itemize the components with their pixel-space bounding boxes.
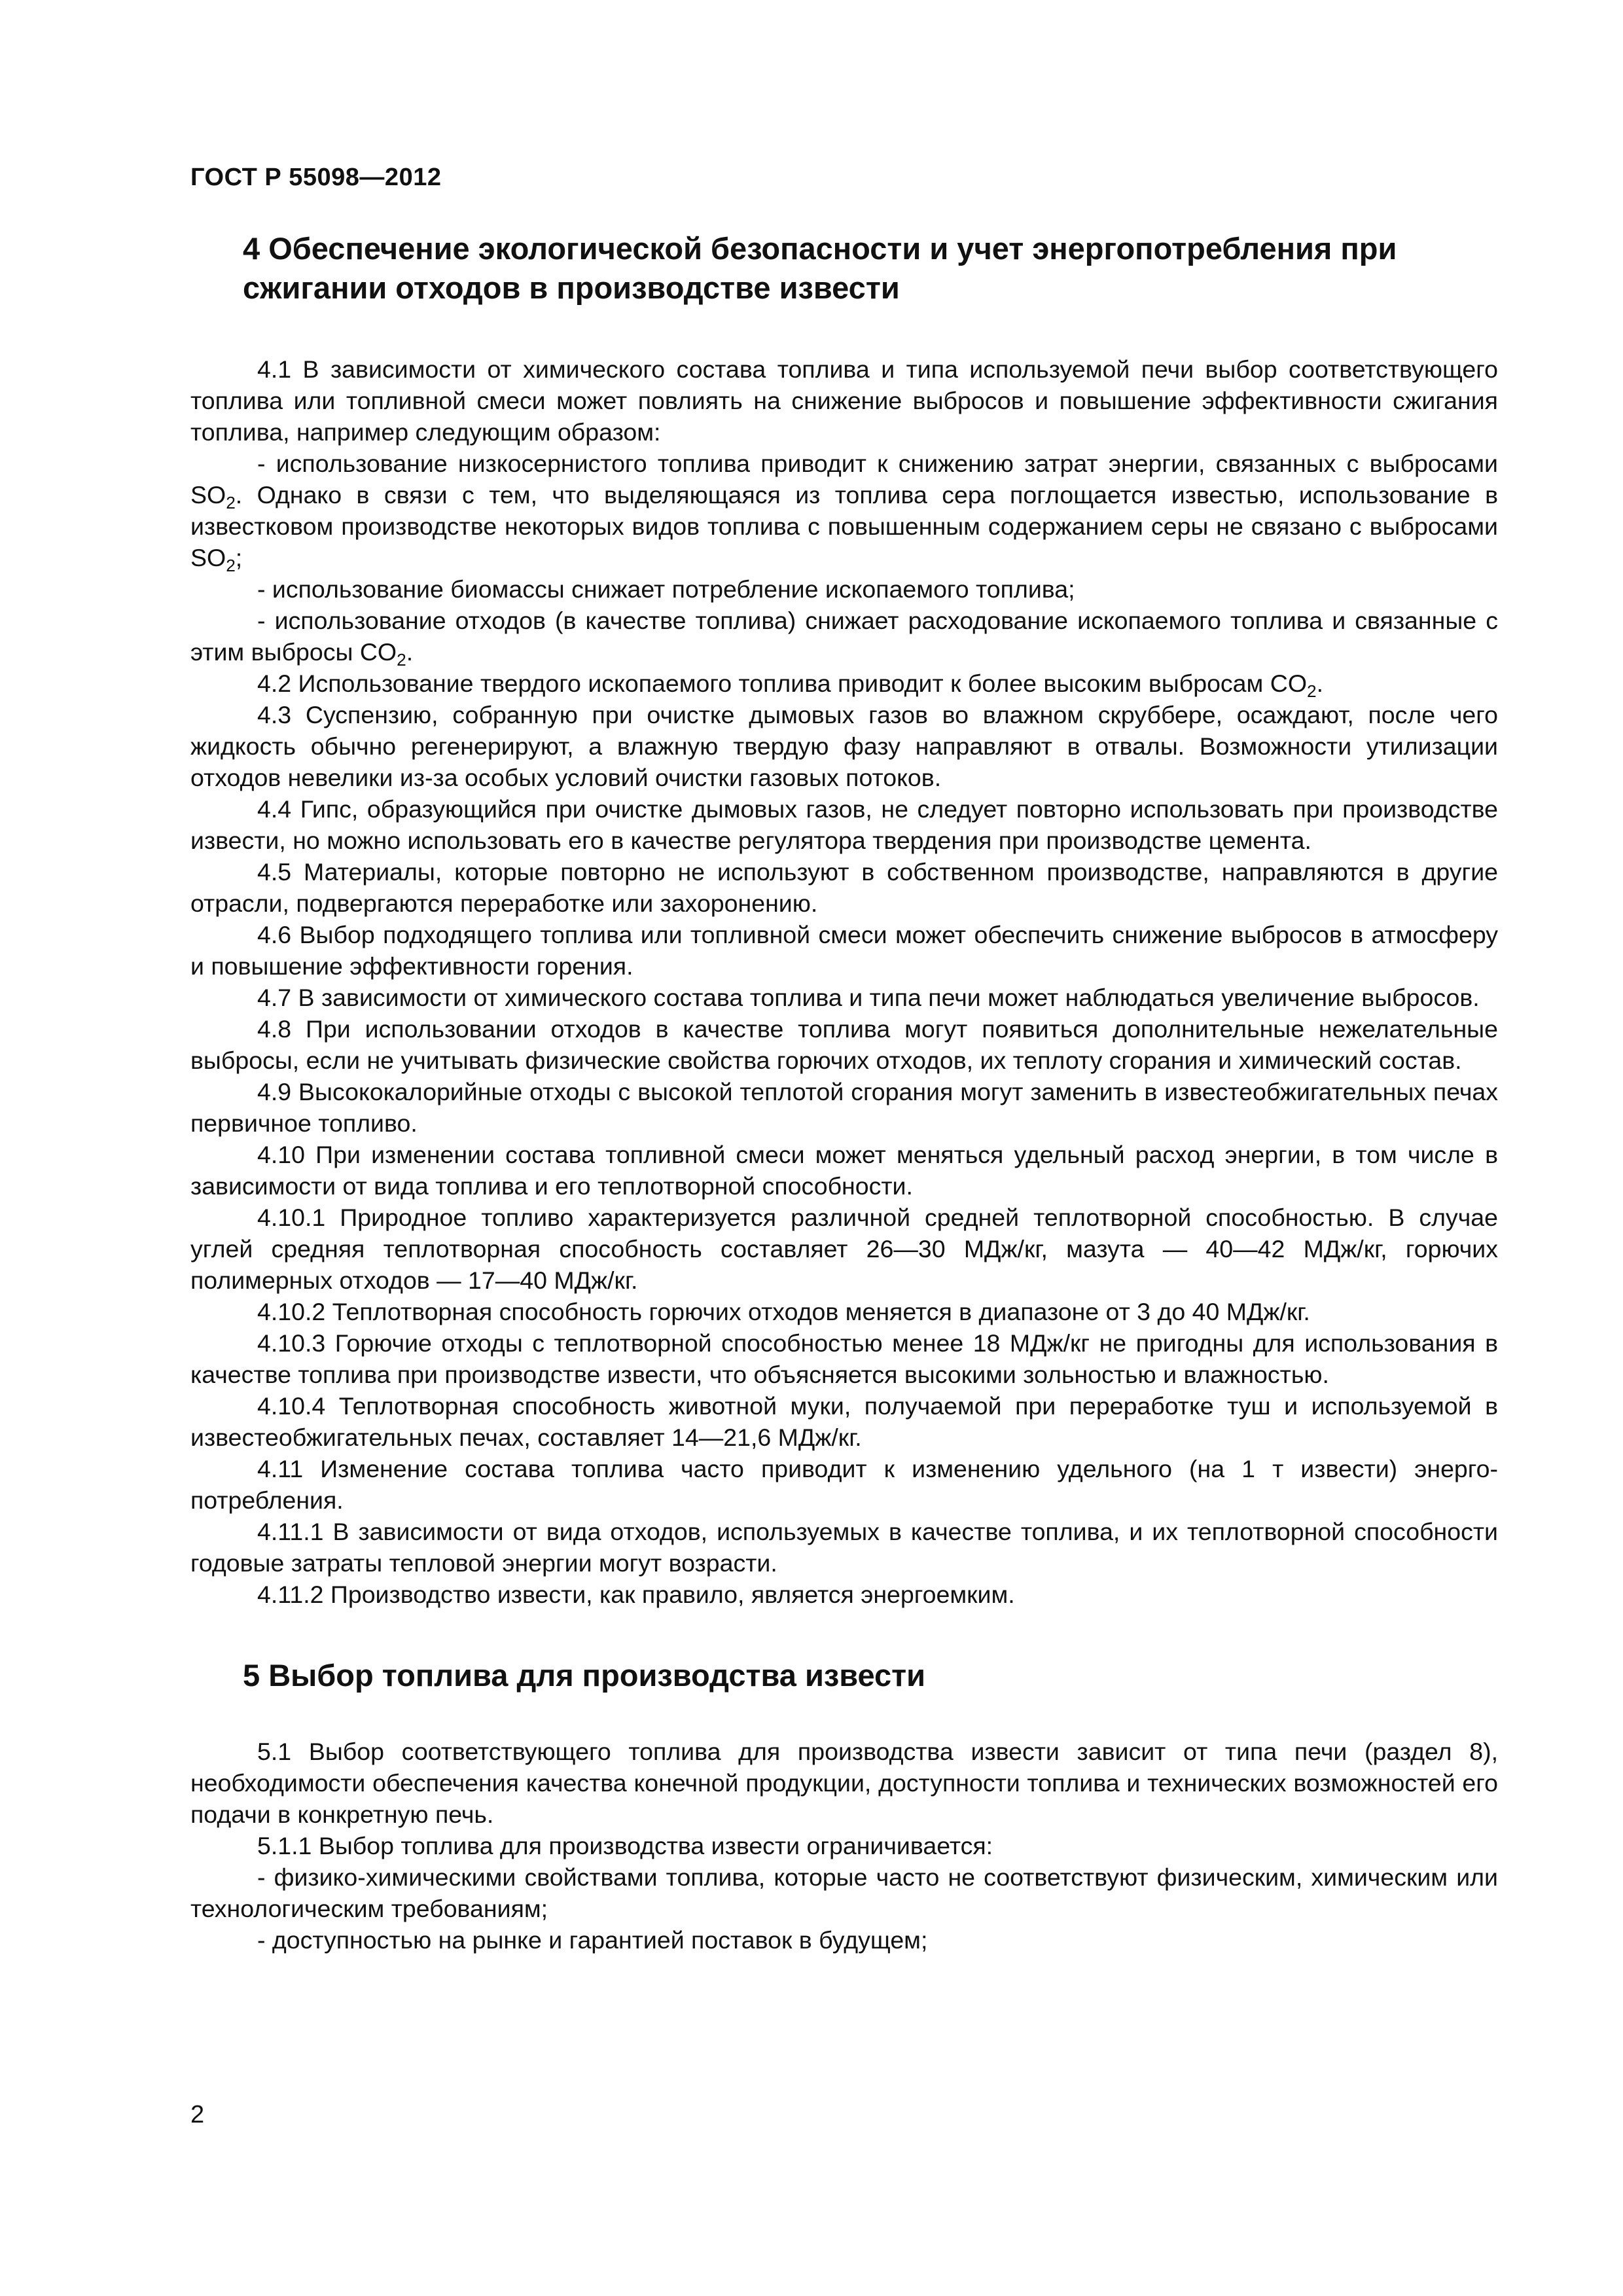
- paragraph-4-10-1: 4.10.1 Природное топливо характеризуется различной средней теплотворной способностью. В случае углей средняя теплотворная способность составляет 26—30 МДж/кг, мазута — 40—42 МДж/кг, горючих полимерных отходов — 17—40 МДж/кг.: [190, 1204, 1498, 1294]
- paragraph-4-2-text-c: .: [1316, 670, 1324, 697]
- section-4-title: 4 Обеспечение экологической безопасности и учет энергопотребления при сжигании отходов в производстве извести: [243, 231, 1397, 305]
- bullet-availability: - доступностью на рынке и гарантией поставок в будущем;: [257, 1926, 928, 1954]
- paragraph-4-10-3: 4.10.3 Горючие отходы с теплотворной способностью менее 18 МДж/кг не пригодны для использования в качестве топлива при производстве извести, что объясняется высокими зольностью и влажностью.: [190, 1329, 1498, 1388]
- bullet-low-sulfur-text-a: - использование низкосернистого топлива приводит к снижению затрат энергии, связанных с выбросами SO: [190, 450, 1498, 509]
- bullet-waste-text-c: .: [406, 638, 414, 666]
- paragraph-4-11-1: 4.11.1 В зависимости от вида отходов, используемых в качестве топлива, и их теплотворной способности годовые затраты тепловой энергии могут возрасти.: [190, 1518, 1498, 1577]
- document-header: ГОСТ Р 55098—2012: [190, 164, 442, 191]
- paragraph-4-10-2: 4.10.2 Теплотворная способность горючих отходов меняется в диапазоне от 3 до 40 МДж/кг.: [257, 1298, 1310, 1325]
- bullet-low-sulfur-text-c: ;: [235, 544, 243, 571]
- paragraph-4-3: 4.3 Суспензию, собранную при очистке дымовых газов во влажном скруббере, осаждают, после чего жидкость обычно регенерируют, а влажную твердую фазу направляют в отвалы. Возможности утилизации отходов невелики из-за особых условий очистки газовых потоков.: [190, 701, 1498, 791]
- paragraph-4-11-2: 4.11.2 Производство извести, как правило, является энергоемким.: [257, 1581, 1015, 1608]
- paragraph-4-1: 4.1 В зависимости от химического состава топлива и типа используемой печи выбор соответствующего топлива или топливной смеси может повлиять на снижение выбросов и повышение эффективности сжигания топлива, например следующим образом:: [190, 355, 1498, 446]
- paragraph-4-9: 4.9 Высококалорийные отходы с высокой теплотой сгорания могут заменить в известеобжигательных печах первичное топливо.: [190, 1078, 1498, 1137]
- bullet-waste-text-a: - использование отходов (в качестве топлива) снижает расходование ископаемого топлива и связанные с этим выбросы CO: [190, 607, 1498, 666]
- paragraph-5-1: 5.1 Выбор соответствующего топлива для производства извести зависит от типа печи (раздел 8), необходимости обеспечения качества конечной продукции, доступности топлива и технических возможностей его подачи в конкретную печь.: [190, 1738, 1498, 1828]
- bullet-low-sulfur: [190, 448, 1498, 573]
- paragraph-4-4: 4.4 Гипс, образующийся при очистке дымовых газов, не следует повторно использовать при производстве извести, но можно использовать его в качестве регулятора твердения при производстве цемента.: [190, 795, 1498, 854]
- page-content: [190, 229, 1498, 1956]
- paragraph-4-11: 4.11 Изменение состава топлива часто приводит к изменению удельного (на 1 т извести) энергопотребления.: [190, 1455, 1498, 1514]
- paragraph-4-7: 4.7 В зависимости от химического состава топлива и типа печи может наблюдаться увеличение выбросов.: [257, 984, 1480, 1011]
- paragraph-5-1-1: 5.1.1 Выбор топлива для производства извести ограничивается:: [257, 1832, 993, 1859]
- paragraph-4-10-4: 4.10.4 Теплотворная способность животной муки, получаемой при переработке туш и используемой в известеобжигательных печах, составляет 14—21,6 МДж/кг.: [190, 1392, 1498, 1451]
- paragraph-4-5: 4.5 Материалы, которые повторно не используют в собственном производстве, направляются в другие отрасли, подвергаются переработке или захоронению.: [190, 858, 1498, 917]
- subscript: 2: [397, 649, 406, 670]
- subscript: 2: [226, 492, 236, 512]
- paragraph-4-10: 4.10 При изменении состава топливной смеси может меняться удельный расход энергии, в том числе в зависимости от вида топлива и его теплотворной способности.: [190, 1141, 1498, 1200]
- section-5-title: 5 Выбор топлива для производства извести: [243, 1658, 926, 1693]
- paragraph-4-2-text-a: 4.2 Использование твердого ископаемого топлива приводит к более высоким выбросам CO: [257, 670, 1307, 697]
- subscript: 2: [1307, 681, 1317, 701]
- page-number: 2: [190, 2101, 205, 2128]
- paragraph-4-2: [190, 668, 1498, 699]
- bullet-biomass: - использование биомассы снижает потребление ископаемого топлива;: [257, 575, 1075, 603]
- bullet-physchem: - физико-химическими свойствами топлива, которые часто не соответствуют физическим, химическим или технологическим требованиям;: [190, 1863, 1498, 1922]
- bullet-low-sulfur-text-b: . Однако в связи с тем, что выделяющаяся из топлива сера поглощается известью, использование в известковом производстве некоторых видов топлива с повышенным содержанием серы не связано с выбросами SO: [190, 481, 1498, 571]
- subscript: 2: [226, 555, 236, 575]
- paragraph-4-8: 4.8 При использовании отходов в качестве топлива могут появиться дополнительные нежелательные выбросы, если не учитывать физические свойства горючих отходов, их теплоту сгорания и химический состав.: [190, 1015, 1498, 1074]
- paragraph-4-6: 4.6 Выбор подходящего топлива или топливной смеси может обеспечить снижение выбросов в атмосферу и повышение эффективности горения.: [190, 921, 1498, 980]
- bullet-waste: [190, 605, 1498, 668]
